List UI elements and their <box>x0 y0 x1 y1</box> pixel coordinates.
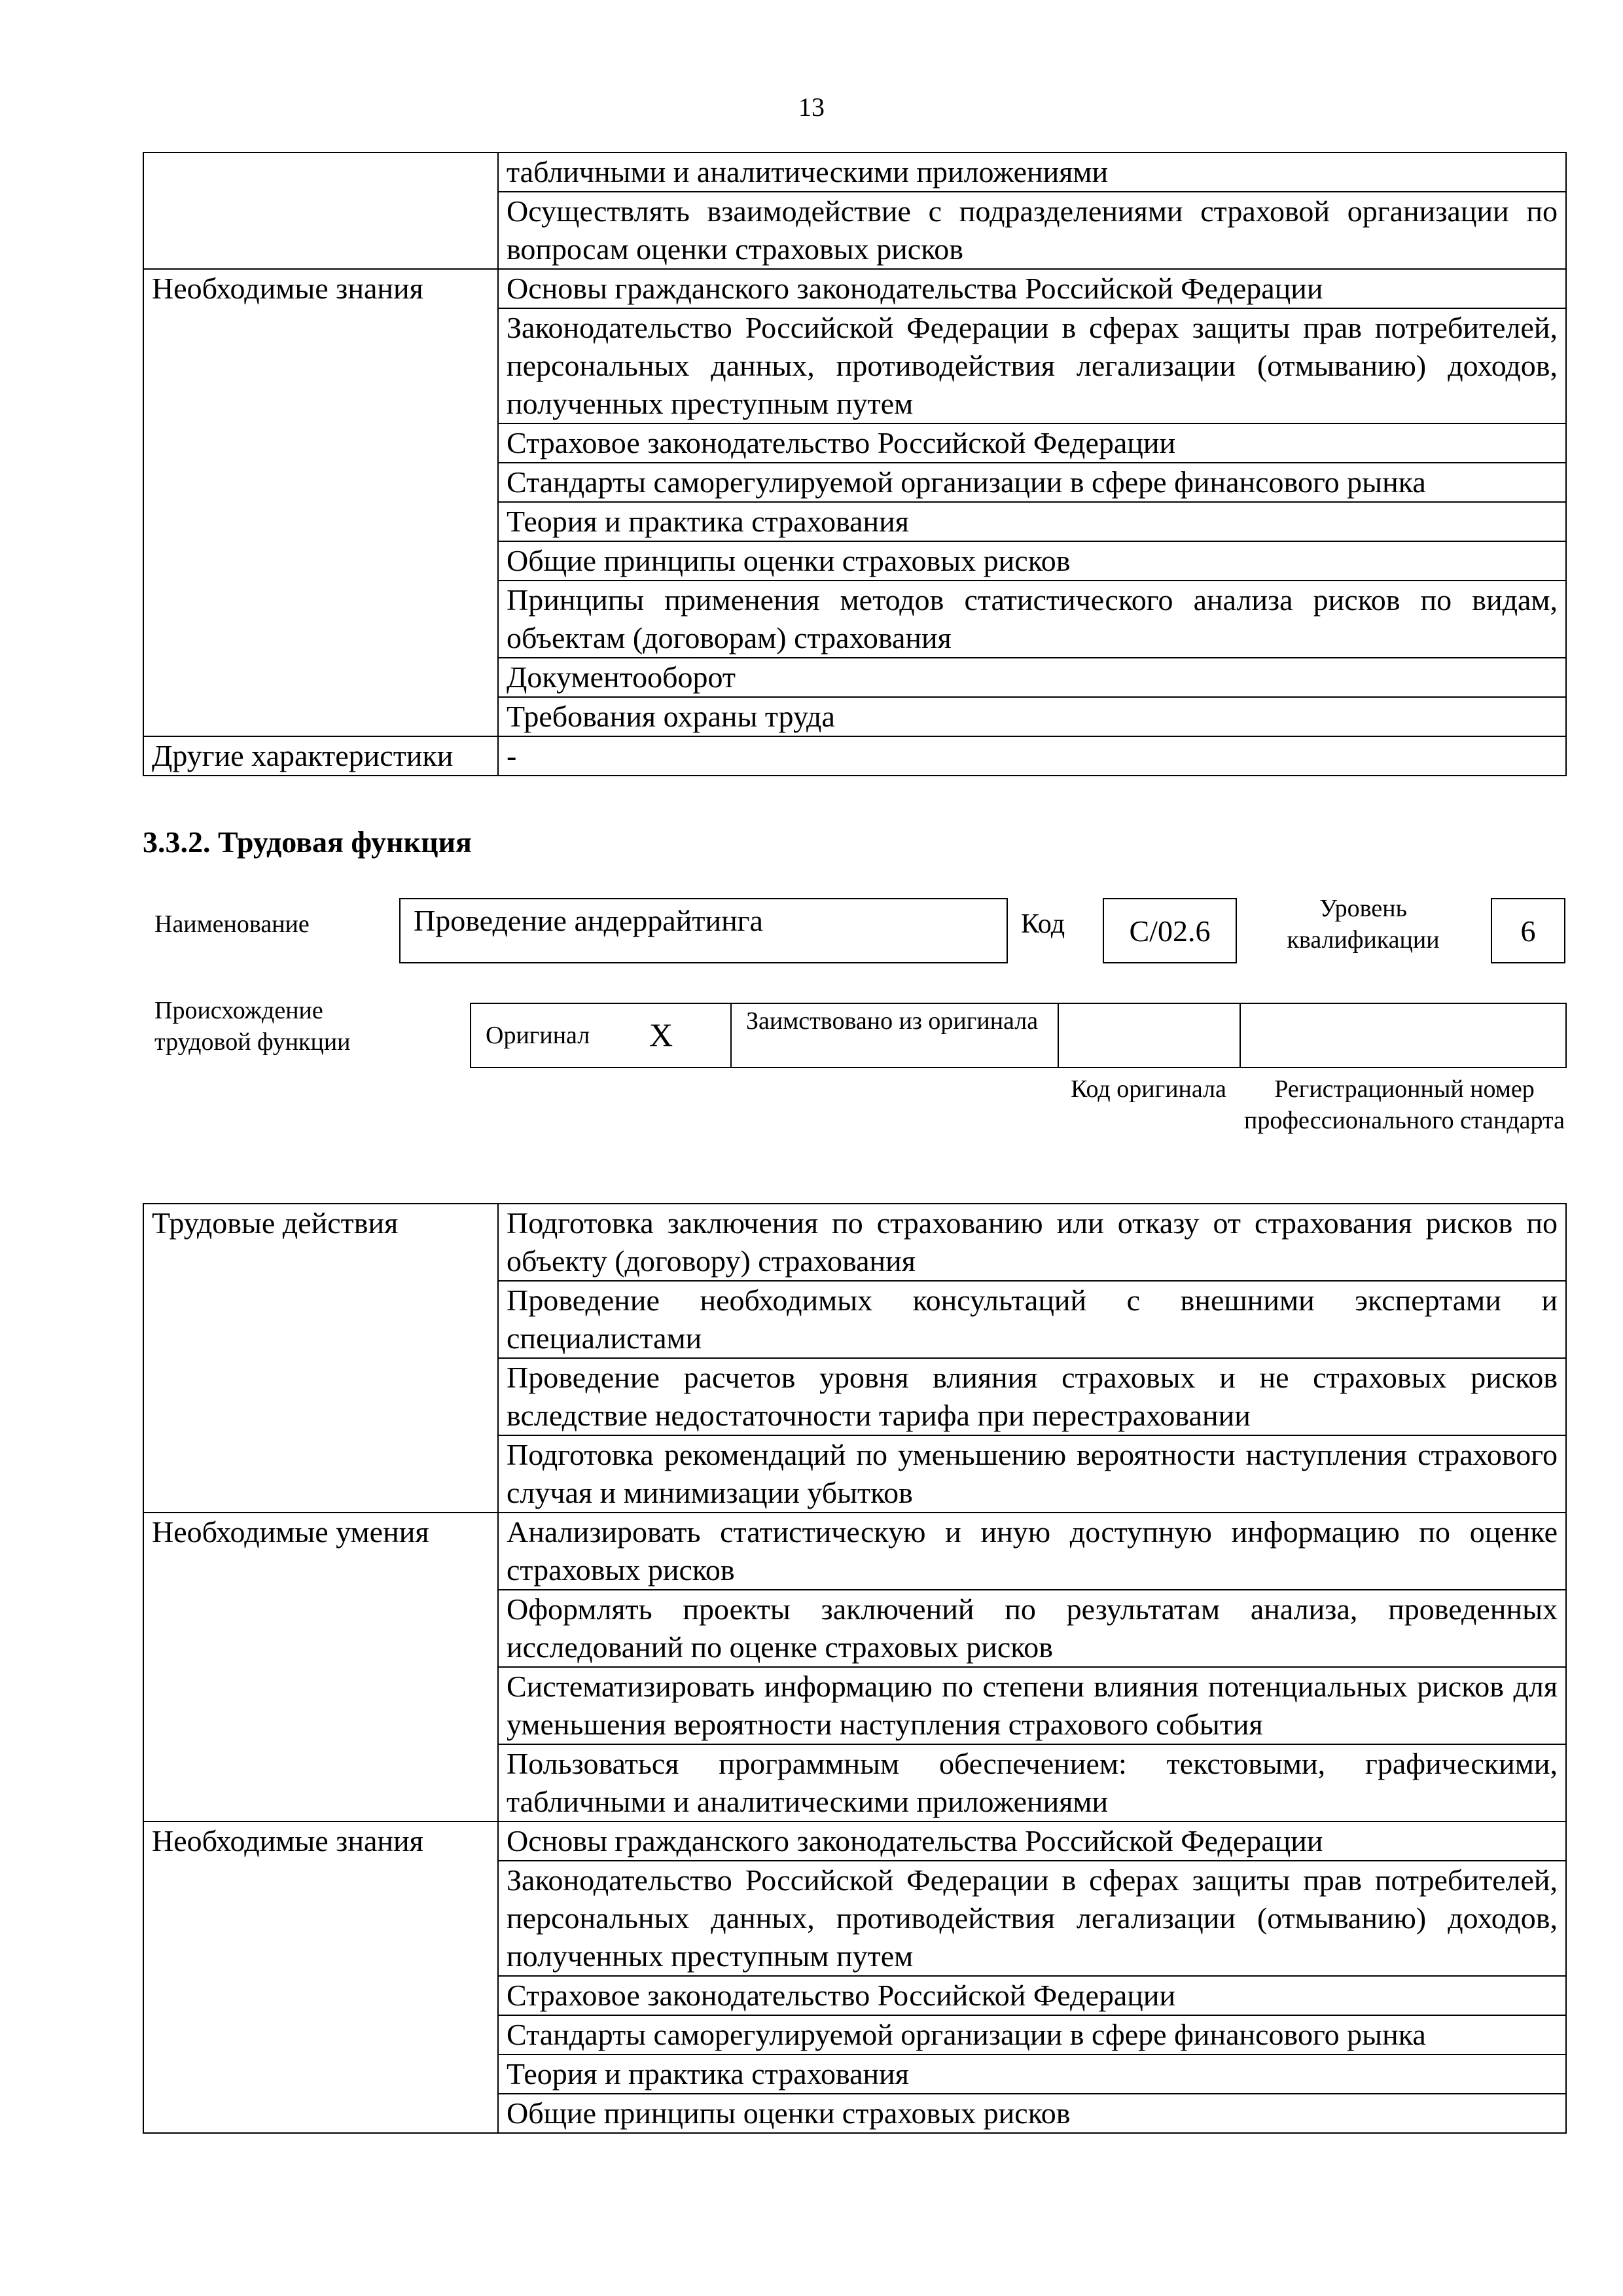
top-requirements-table <box>143 152 1567 776</box>
table-cell: Общие принципы оценки страховых рисков <box>498 2094 1566 2133</box>
table-cell: Общие принципы оценки страховых рисков <box>498 541 1566 581</box>
table-cell: Основы гражданского законодательства Российской Федерации <box>498 269 1566 308</box>
original-mark: X <box>649 1016 673 1053</box>
table-cell: Принципы применения методов статистического анализа рисков по видам, объектам (договорам) страхования <box>498 581 1566 658</box>
origin-label: Происхождение трудовой функции <box>154 997 351 1056</box>
table-cell: Проведение расчетов уровня влияния страховых и не страховых рисков вследствие недостаточности тарифа при перестраховании <box>498 1358 1566 1435</box>
table-row <box>143 1513 1566 1590</box>
table-cell: Подготовка рекомендаций по уменьшению вероятности наступления страхового случая и минимизации убытков <box>498 1435 1566 1513</box>
table-row <box>143 1821 1566 1861</box>
row-label: Необходимые знания <box>143 269 498 736</box>
name-label: Наименование <box>154 910 310 938</box>
table-row <box>143 269 1566 308</box>
original-label: Оригинал <box>486 1022 590 1049</box>
table-cell: Требования охраны труда <box>498 697 1566 736</box>
borrowed-label: Заимствовано из оригинала <box>732 1004 1059 1067</box>
table-cell: Стандарты саморегулируемой организации в сфере финансового рынка <box>498 463 1566 502</box>
name-field: Проведение андеррайтинга <box>399 898 1008 963</box>
original-cell <box>471 1004 732 1067</box>
level-label: Уровень квалификации <box>1287 895 1440 954</box>
table-cell: Систематизировать информацию по степени влияния потенциальных рисков для уменьшения вероятности наступления страхового события <box>498 1667 1566 1744</box>
table-cell: Страховое законодательство Российской Федерации <box>498 423 1566 463</box>
table-cell: - <box>498 736 1566 776</box>
reg-number-cell <box>1241 1004 1565 1067</box>
code-original-label: Код оригинала <box>1071 1075 1226 1103</box>
table-cell: Теория и практика страхования <box>498 2054 1566 2094</box>
table-row <box>143 736 1566 776</box>
table-cell: Осуществлять взаимодействие с подразделениями страховой организации по вопросам оценки страховых рисков <box>498 192 1566 269</box>
origin-row <box>470 1003 1567 1068</box>
code-field: C/02.6 <box>1103 898 1237 963</box>
table-cell: табличными и аналитическими приложениями <box>498 152 1566 192</box>
row-label: Необходимые умения <box>143 1513 498 1821</box>
page-number: 13 <box>798 92 825 122</box>
table-cell: Пользоваться программным обеспечением: текстовыми, графическими, табличными и аналитическими приложениями <box>498 1744 1566 1821</box>
labor-function-table <box>143 1203 1567 2134</box>
row-label <box>143 152 498 269</box>
table-row <box>143 152 1566 192</box>
row-label: Необходимые знания <box>143 1821 498 2133</box>
reg-number-label: Регистрационный номер профессионального стандарта <box>1244 1075 1565 1134</box>
table-cell: Страховое законодательство Российской Федерации <box>498 1976 1566 2015</box>
table-cell: Проведение необходимых консультаций с внешними экспертами и специалистами <box>498 1281 1566 1358</box>
code-original-cell <box>1059 1004 1241 1067</box>
table-row <box>143 1204 1566 1281</box>
table-cell: Стандарты саморегулируемой организации в сфере финансового рынка <box>498 2015 1566 2054</box>
table-cell: Подготовка заключения по страхованию или отказу от страхования рисков по объекту (договору) страхования <box>498 1204 1566 1281</box>
table-cell: Теория и практика страхования <box>498 502 1566 541</box>
table-cell: Оформлять проекты заключений по результатам анализа, проведенных исследований по оценке страховых рисков <box>498 1590 1566 1667</box>
table-cell: Основы гражданского законодательства Российской Федерации <box>498 1821 1566 1861</box>
code-label: Код <box>1021 909 1065 939</box>
table-cell: Анализировать статистическую и иную доступную информацию по оценке страховых рисков <box>498 1513 1566 1590</box>
level-field: 6 <box>1491 898 1565 963</box>
table-cell: Документооборот <box>498 658 1566 697</box>
row-label: Трудовые действия <box>143 1204 498 1513</box>
table-cell: Законодательство Российской Федерации в сферах защиты прав потребителей, персональных данных, противодействия легализации (отмыванию) доходов, полученных преступным путем <box>498 1861 1566 1976</box>
row-label: Другие характеристики <box>143 736 498 776</box>
section-heading: 3.3.2. Трудовая функция <box>143 825 472 859</box>
table-cell: Законодательство Российской Федерации в сферах защиты прав потребителей, персональных данных, противодействия легализации (отмыванию) доходов, полученных преступным путем <box>498 308 1566 423</box>
